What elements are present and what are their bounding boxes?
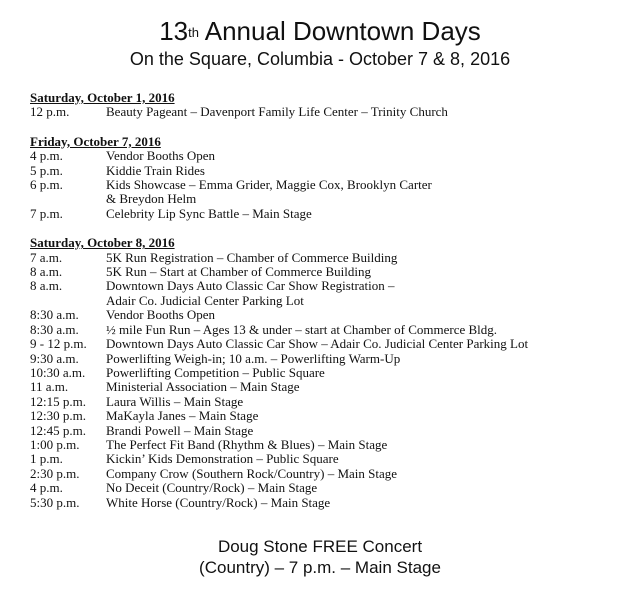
event-description: Company Crow (Southern Rock/Country) – Main Stage: [106, 465, 398, 481]
event-time: 6 p.m.: [30, 177, 63, 193]
event-description-continued: & Breydon Helm: [106, 191, 197, 207]
event-time: 1:00 p.m.: [30, 436, 80, 452]
event-description: Downtown Days Auto Classic Car Show – Adair Co. Judicial Center Parking Lot: [106, 336, 529, 352]
page-title: [0, 16, 640, 46]
event-time: 1 p.m.: [30, 451, 63, 467]
event-time: 9:30 a.m.: [30, 350, 79, 366]
schedule-row: [30, 164, 620, 178]
event-time: 12:15 p.m.: [30, 393, 86, 409]
schedule: [30, 91, 620, 525]
event-description: Kids Showcase – Emma Grider, Maggie Cox, Brooklyn Carter: [106, 177, 432, 193]
section-heading: Friday, October 7, 2016: [30, 133, 161, 149]
title-number: 13: [159, 16, 189, 46]
event-description: Kickin’ Kids Demonstration – Public Square: [106, 451, 339, 467]
event-time: 2:30 p.m.: [30, 465, 80, 481]
schedule-row: [30, 496, 620, 510]
event-time: 11 a.m.: [30, 379, 69, 395]
schedule-section: [30, 91, 620, 120]
schedule-row: [30, 337, 620, 351]
event-time: 12:45 p.m.: [30, 422, 86, 438]
event-description: ½ mile Fun Run – Ages 13 & under – start at Chamber of Commerce Bldg.: [106, 321, 498, 337]
schedule-row: [30, 149, 620, 163]
event-time: 7 a.m.: [30, 249, 63, 265]
schedule-row: [30, 409, 620, 423]
schedule-row: [30, 352, 620, 366]
event-time: 4 p.m.: [30, 480, 63, 496]
schedule-row: [30, 366, 620, 380]
concert-headline: Doug Stone FREE Concert: [217, 537, 423, 556]
schedule-row: [30, 105, 620, 119]
schedule-row: [30, 251, 620, 265]
event-description: Laura Willis – Main Stage: [106, 393, 244, 409]
schedule-row: [30, 178, 620, 192]
schedule-row: [30, 308, 620, 322]
schedule-row: [30, 481, 620, 495]
schedule-row: [30, 380, 620, 394]
event-description: The Perfect Fit Band (Rhythm & Blues) – Main Stage: [106, 436, 388, 452]
event-time: 5:30 p.m.: [30, 494, 80, 510]
event-time: 10:30 a.m.: [30, 364, 86, 380]
schedule-row: [30, 323, 620, 337]
event-description: Brandi Powell – Main Stage: [106, 422, 254, 438]
event-time: 7 p.m.: [30, 205, 63, 221]
event-description: Celebrity Lip Sync Battle – Main Stage: [106, 205, 312, 221]
event-time: 8 a.m.: [30, 264, 63, 280]
event-description-continued: Adair Co. Judicial Center Parking Lot: [106, 292, 304, 308]
event-time: 12 p.m.: [30, 104, 70, 120]
event-description: Ministerial Association – Main Stage: [106, 379, 300, 395]
event-time: 8:30 a.m.: [30, 321, 79, 337]
title-ordinal-suffix: th: [188, 25, 199, 40]
schedule-row: [30, 438, 620, 452]
schedule-row: [30, 424, 620, 438]
schedule-row: [30, 207, 620, 221]
event-time: 4 p.m.: [30, 148, 63, 164]
schedule-row: [30, 395, 620, 409]
event-description: Beauty Pageant – Davenport Family Life Center – Trinity Church: [106, 104, 448, 120]
event-time: 8 a.m.: [30, 278, 63, 294]
page-subtitle: On the Square, Columbia - October 7 & 8, 2016: [129, 49, 511, 69]
event-description: Downtown Days Auto Classic Car Show Registration –: [106, 278, 395, 294]
schedule-section: [30, 135, 620, 221]
section-heading: Saturday, October 8, 2016: [30, 235, 175, 251]
event-description: Powerlifting Weigh-in; 10 a.m. – Powerlifting Warm-Up: [106, 350, 401, 366]
event-description: No Deceit (Country/Rock) – Main Stage: [106, 480, 318, 496]
schedule-row: [30, 265, 620, 279]
schedule-section: [30, 236, 620, 510]
schedule-row: [30, 279, 620, 293]
event-time: 5 p.m.: [30, 162, 63, 178]
event-time: 12:30 p.m.: [30, 408, 86, 424]
event-description: MaKayla Janes – Main Stage: [106, 408, 259, 424]
event-time: 8:30 a.m.: [30, 307, 79, 323]
title-text: Annual Downtown Days: [198, 16, 481, 46]
event-description: Vendor Booths Open: [106, 148, 216, 164]
event-description: 5K Run – Start at Chamber of Commerce Building: [106, 264, 372, 280]
event-description: Kiddie Train Rides: [106, 162, 205, 178]
event-description: Vendor Booths Open: [106, 307, 216, 323]
event-description: 5K Run Registration – Chamber of Commerce Building: [106, 249, 398, 265]
schedule-row: [30, 452, 620, 466]
event-description: Powerlifting Competition – Public Square: [106, 364, 325, 380]
event-description: White Horse (Country/Rock) – Main Stage: [106, 494, 331, 510]
schedule-row: [30, 467, 620, 481]
section-heading: Saturday, October 1, 2016: [30, 90, 175, 105]
event-time: 9 - 12 p.m.: [30, 336, 87, 352]
concert-details: (Country) – 7 p.m. – Main Stage: [199, 558, 441, 577]
